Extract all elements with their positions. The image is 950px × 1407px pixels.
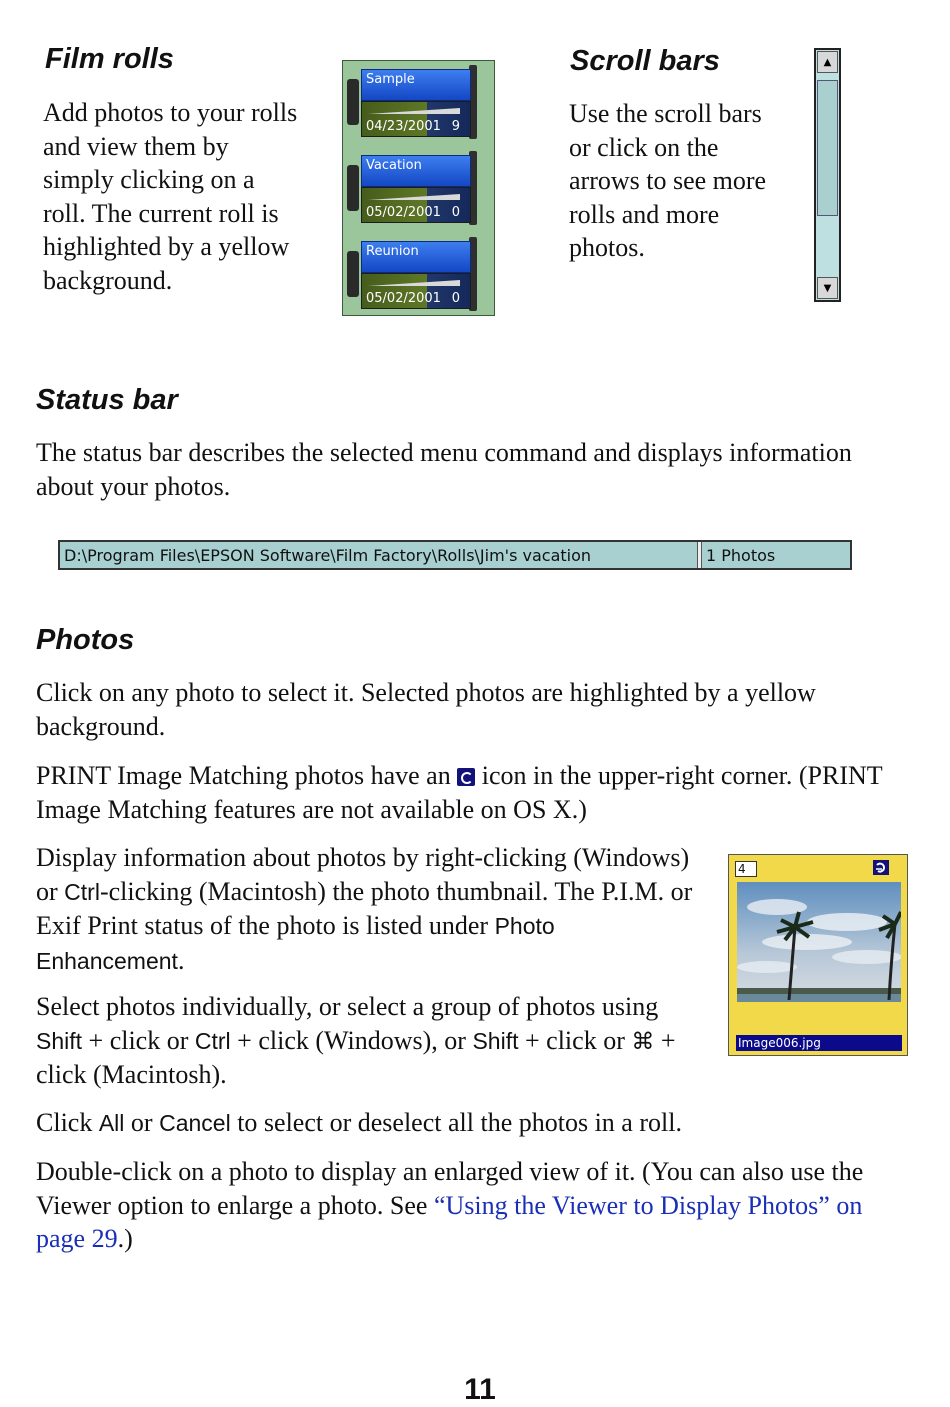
text-run: Select photos individually, or select a group of photos using — [36, 992, 659, 1021]
roll-info — [361, 101, 471, 137]
roll-name: Reunion — [361, 241, 471, 273]
film-roll-panel — [342, 60, 495, 316]
roll-date: 04/23/2001 — [366, 119, 441, 134]
roll-info — [361, 273, 471, 309]
key-shift: Shift — [472, 1027, 519, 1054]
key-shift: Shift — [36, 1027, 83, 1054]
roll-count: 9 — [451, 119, 460, 134]
photo-image — [737, 882, 901, 1002]
canister-icon — [347, 165, 359, 211]
key-ctrl: Ctrl — [64, 878, 100, 905]
roll-name: Vacation — [361, 155, 471, 187]
scroll-up-arrow-icon[interactable]: ▲ — [817, 51, 838, 73]
film-rolls-text: Add photos to your rolls and view them by simply clicking on a roll. The current roll is highlighted by a yellow background. — [43, 98, 298, 295]
photos-text-select: Click on any photo to select it. Selected photos are highlighted by a yellow background. — [36, 678, 816, 741]
all-button-label: All — [98, 1110, 125, 1136]
photo-filename: Image006.jpg — [736, 1035, 902, 1051]
film-roll[interactable] — [347, 63, 475, 141]
film-roll[interactable] — [347, 149, 475, 227]
canister-icon — [347, 251, 359, 297]
photo-thumbnail[interactable] — [728, 854, 908, 1056]
text-run: PRINT Image Matching photos have an — [36, 761, 458, 790]
text-run: or — [124, 1108, 160, 1137]
roll-fill-bar — [368, 280, 460, 286]
status-path: D:\Program Files\EPSON Software\Film Factory\Rolls\Jim's vacation — [64, 546, 592, 565]
text-run: Display information about photos by right-clicking (Windows) or — [36, 843, 690, 906]
photo-number: 4 — [735, 861, 757, 877]
roll-date: 05/02/2001 — [366, 291, 441, 306]
status-bar-text: The status bar describes the selected menu command and displays information about your photos. — [36, 438, 852, 501]
scrollbar[interactable] — [814, 48, 841, 302]
scroll-down-arrow-icon[interactable]: ▼ — [817, 277, 838, 299]
roll-fill-bar — [368, 108, 460, 114]
photos-heading: Photos — [36, 624, 135, 656]
canister-icon — [347, 79, 359, 125]
text-run: + click (Windows), or — [230, 1025, 473, 1055]
text-run: . — [177, 945, 185, 975]
viewer-page-link[interactable]: “Using the Viewer to Display Photos” on page 29 — [36, 1190, 863, 1253]
text-run: + click (Macintosh). — [36, 1025, 676, 1089]
text-run: + click or — [82, 1025, 195, 1055]
photos-text-all-cancel — [36, 1106, 916, 1141]
status-photo-count: 1 Photos — [706, 546, 776, 565]
text-run: .) — [117, 1224, 133, 1253]
photos-text-enlarge — [36, 1155, 916, 1256]
text-run: + click or — [518, 1025, 632, 1055]
text-run: Double-click on a photo to display an enlarged view of it. (You can also use the Viewer option to enlarge a photo. See — [36, 1157, 864, 1220]
page-number: 11 — [464, 1373, 496, 1406]
film-rolls-heading: Film rolls — [45, 43, 174, 75]
roll-count: 0 — [451, 291, 460, 306]
scroll-thumb[interactable] — [817, 80, 838, 216]
cancel-button-label: Cancel — [159, 1110, 231, 1136]
menu-photo-enhancement: Photo Enhancement — [36, 913, 555, 974]
roll-info — [361, 187, 471, 223]
roll-fill-bar — [368, 194, 460, 200]
film-roll[interactable] — [347, 235, 475, 313]
photos-text-pim — [36, 759, 916, 826]
roll-count: 0 — [451, 205, 460, 220]
roll-date: 05/02/2001 — [366, 205, 441, 220]
scroll-bars-heading: Scroll bars — [570, 45, 720, 77]
text-run: Click — [36, 1108, 99, 1137]
text-run: to select or deselect all the photos in a roll. — [230, 1108, 682, 1137]
pim-icon — [457, 768, 475, 786]
text-run: -clicking (Macintosh) the photo thumbnail. The P.I.M. or Exif Print status of the photo is listed under — [36, 876, 693, 940]
text-run: icon in the upper-right corner. (PRINT Image Matching features are not available on OS X.) — [36, 761, 883, 824]
scroll-bars-text: Use the scroll bars or click on the arrows to see more rolls and more photos. — [569, 99, 767, 262]
roll-name: Sample — [361, 69, 471, 101]
photos-text-info — [36, 841, 706, 978]
pim-icon — [873, 860, 889, 875]
photos-text-multi-select — [36, 990, 706, 1092]
status-bar-heading: Status bar — [36, 384, 178, 416]
key-ctrl: Ctrl — [194, 1027, 231, 1054]
status-bar — [58, 540, 852, 570]
command-key-icon: ⌘ — [631, 1027, 655, 1054]
status-divider — [697, 542, 702, 568]
